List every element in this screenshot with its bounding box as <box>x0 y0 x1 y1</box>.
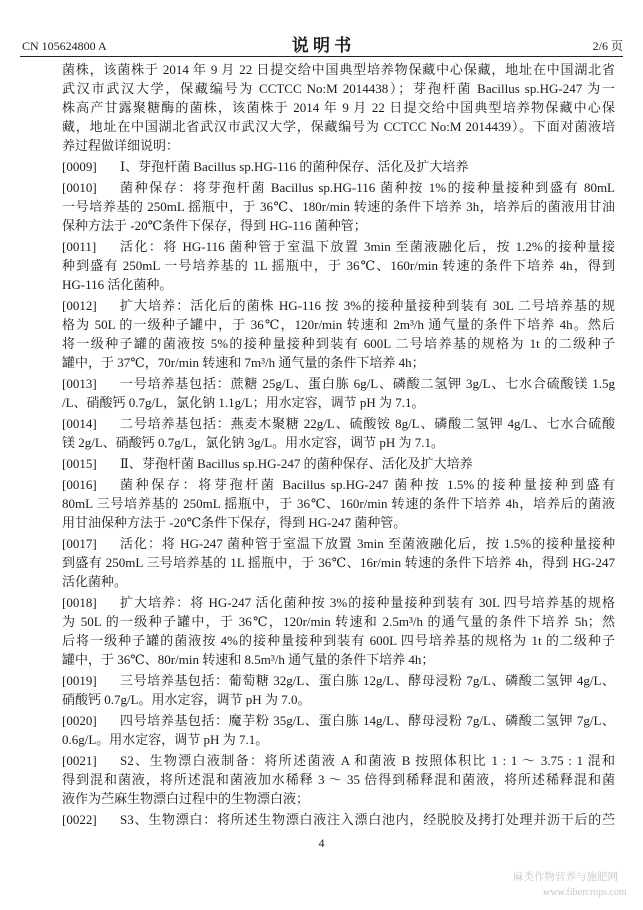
text-line: 将一级种子罐的菌液按 5%的接种量接种到装有 600L 二号培养基的规格为 1t 的二级种子 <box>62 336 615 351</box>
text-line: 藏，地址在中国湖北省武汉市武汉大学，保藏编号为 CCTCC No:M 2014439）。下面对菌液培 <box>62 119 615 134</box>
paragraph-number: [0011] <box>62 239 97 254</box>
text-line: 为 50L 的一级种子罐中，于 36℃，120r/min 转速和 2.5m³/h 的通气量的条件下培养 5h；然 <box>62 614 615 629</box>
description-body <box>62 60 615 829</box>
text-line: 硝酸钙 0.7g/L。用水定容，调节 pH 为 7.0。 <box>62 692 311 707</box>
text-line: 活化菌种。 <box>62 574 128 589</box>
paragraph-text: 三号培养基包括：葡萄糖 32g/L、蛋白胨 12g/L、酵母浸粉 7g/L、磷酸二氢钾 4g/L、 <box>120 673 615 688</box>
text-line: 养过程做详细说明： <box>62 138 180 153</box>
paragraph-number: [0021] <box>62 753 97 768</box>
text-line <box>62 296 615 315</box>
text-line: /L、硝酸钙 0.7g/L，氯化钠 1.1g/L；用水定容，调节 pH 为 7.1。 <box>62 395 425 410</box>
paragraph-text: 扩大培养：活化后的菌株 HG-116 按 3%的接种量接种到装有 30L 二号培养基的规 <box>120 298 615 313</box>
paragraph-number: [0010] <box>62 180 97 195</box>
document-title: 说 明 书 <box>291 36 352 55</box>
text-line: 格为 50L 的一级种子罐中，于 36℃，120r/min 转速和 2m³/h 通气量的条件下培养 4h。然后 <box>62 317 615 332</box>
text-line: 株高产甘露聚糖酶的菌株，该菌株于 2014 年 9 月 22 日提交给中国典型培养物保藏中心保 <box>62 100 615 115</box>
text-line: 用甘油保种方法于 -20℃条件下保存，得到 HG-247 菌种管。 <box>62 515 407 530</box>
text-line: HG-116 活化菌种。 <box>62 277 173 292</box>
paragraph-number: [0020] <box>62 713 97 728</box>
paragraph-text: Ⅰ、芽孢杆菌 Bacillus sp.HG-116 的菌种保存、活化及扩大培养 <box>120 159 469 174</box>
text-line <box>62 178 615 197</box>
text-line <box>62 374 615 393</box>
page-header <box>20 36 623 56</box>
header-divider <box>20 56 623 57</box>
paragraph-number: [0009] <box>62 159 97 174</box>
paragraph-0011 <box>62 237 615 294</box>
paragraph-number: [0022] <box>62 812 97 827</box>
text-line: 一号培养基的 250mL 摇瓶中，于 36℃、180r/min 转速的条件下培养 3h，培养后的菌液用甘油 <box>62 199 615 214</box>
text-line: 0.6g/L。用水定容，调节 pH 为 7.1。 <box>62 732 269 747</box>
paragraph-number: [0015] <box>62 456 97 471</box>
text-line: 菌株，该菌株于 2014 年 9 月 22 日提交给中国典型培养物保藏中心保藏，地址在中国湖北省 <box>62 62 615 77</box>
paragraph-0018 <box>62 593 615 669</box>
paragraph-text: S2、生物漂白液制备：将所述菌液 A 和菌液 B 按照体积比 1 : 1 ～ 3.75 : 1 混和 <box>120 753 615 768</box>
paragraph-continued <box>62 60 615 155</box>
text-line: 到盛有 250mL 三号培养基的 1L 摇瓶中，于 36℃、16r/min 转速的条件下培养 4h，得到 HG-247 <box>62 555 615 570</box>
text-line: 武汉市武汉大学，保藏编号为 CCTCC No:M 2014438）；芽孢杆菌 Bacillus sp.HG-247 为一 <box>62 81 615 96</box>
paragraph-0010 <box>62 178 615 235</box>
text-line <box>62 237 615 256</box>
paragraph-0020 <box>62 711 615 749</box>
text-line: 镁 2g/L、硝酸钙 0.7g/L，氯化钠 3g/L。用水定容，调节 pH 为 7.1。 <box>62 435 445 450</box>
paragraph-0022 <box>62 810 615 829</box>
watermark-url: www.fibercrops.com <box>543 887 627 898</box>
paragraph-text: Ⅱ、芽孢杆菌 Bacillus sp.HG-247 的菌种保存、活化及扩大培养 <box>120 456 473 471</box>
paragraph-text: 扩大培养：将 HG-247 活化菌种按 3%的接种量接种到装有 30L 四号培养基的规格 <box>120 595 615 610</box>
paragraph-number: [0017] <box>62 536 97 551</box>
publication-number: CN 105624800 A <box>22 39 107 53</box>
text-line <box>62 414 615 433</box>
paragraph-number: [0016] <box>62 477 97 492</box>
text-line: 保种方法于 -20℃条件下保存，得到 HG-116 菌种管； <box>62 218 367 233</box>
text-line: 后将一级种子罐的菌液按 4%的接种量接种到装有 600L 四号培养基的规格为 1t 的二级种子 <box>62 633 615 648</box>
paragraph-0019 <box>62 671 615 709</box>
text-line: 得到混和菌液，将所述混和菌液加水稀释 3 ～ 35 倍得到稀释混和菌液，将所述稀释混和菌 <box>62 772 615 787</box>
text-line <box>62 711 615 730</box>
page-number: 4 <box>318 836 325 850</box>
text-line: 种到盛有 250mL 一号培养基的 1L 摇瓶中，于 36℃、160r/min 转速的条件下培养 4h，得到 <box>62 258 615 273</box>
paragraph-text: 一号培养基包括：蔗糖 25g/L、蛋白胨 6g/L、磷酸二氢钾 3g/L、七水合硫酸镁 1.5g <box>120 376 615 391</box>
paragraph-0021 <box>62 751 615 808</box>
text-line: 80mL 三号培养基的 250mL 摇瓶中，于 36℃、160r/min 转速的条件下培养 4h，培养后的菌液 <box>62 496 615 511</box>
paragraph-text: S3、生物漂白：将所述生物漂白液注入漂白池内，经脱胶及拷打处理并沥干后的苎 <box>120 812 615 827</box>
text-line: 液作为苎麻生物漂白过程中的生物漂白液； <box>62 791 310 806</box>
text-line <box>62 671 615 690</box>
text-line <box>62 593 615 612</box>
paragraph-0012 <box>62 296 615 372</box>
text-line <box>62 475 615 494</box>
text-line <box>62 157 615 176</box>
paragraph-number: [0014] <box>62 416 97 431</box>
paragraph-number: [0019] <box>62 673 97 688</box>
text-line <box>62 810 615 829</box>
paragraph-text: 二号培养基包括：燕麦木聚糖 22g/L、硫酸铵 8g/L、磷酸二氢钾 4g/L、七水合硫酸 <box>120 416 615 431</box>
text-line: 罐中，于 36℃、80r/min 转速和 8.5m³/h 通气量的条件下培养 4h； <box>62 652 435 667</box>
paragraph-number: [0012] <box>62 298 97 313</box>
paragraph-0016 <box>62 475 615 532</box>
paragraph-text: 四号培养基包括：魔芋粉 35g/L、蛋白胨 14g/L、酵母浸粉 7g/L、磷酸二氢钾 7g/L、 <box>120 713 615 728</box>
paragraph-0013 <box>62 374 615 412</box>
paragraph-text: 菌种保存：将芽孢杆菌 Bacillus sp.HG-116 菌种按 1%的接种量接种到盛有 80mL <box>120 180 615 195</box>
paragraph-text: 菌种保存：将芽孢杆菌 Bacillus sp.HG-247 菌种按 1.5%的接种量接种到盛有 <box>120 477 615 492</box>
paragraph-0014 <box>62 414 615 452</box>
paragraph-number: [0018] <box>62 595 97 610</box>
paragraph-text: 活化：将 HG-116 菌种管于室温下放置 3min 至菌液融化后，按 1.2%的接种量接 <box>120 239 615 254</box>
text-line <box>62 454 615 473</box>
watermark-site-name: 麻类作物营养与施肥网 <box>513 872 618 883</box>
text-line <box>62 751 615 770</box>
paragraph-text: 活化：将 HG-247 菌种管于室温下放置 3min 至菌液融化后，按 1.5%的接种量接种 <box>120 536 615 551</box>
text-line <box>62 534 615 553</box>
paragraph-0017 <box>62 534 615 591</box>
page-indicator: 2/6 页 <box>592 39 623 53</box>
paragraph-0015 <box>62 454 615 473</box>
paragraph-0009 <box>62 157 615 176</box>
text-line: 罐中，于 37℃，70r/min 转速和 7m³/h 通气量的条件下培养 4h； <box>62 355 425 370</box>
paragraph-number: [0013] <box>62 376 97 391</box>
